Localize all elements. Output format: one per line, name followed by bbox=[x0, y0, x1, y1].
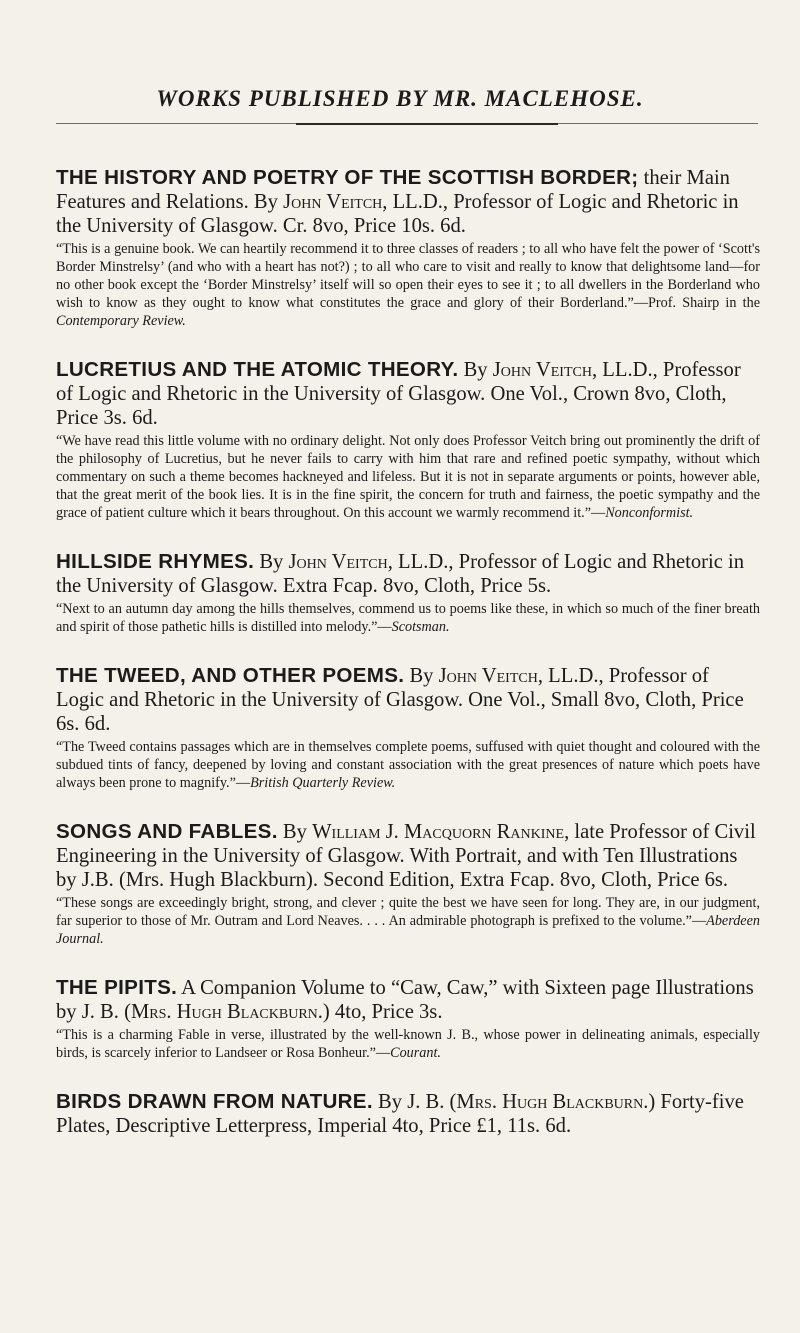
book-author: John Veitch bbox=[288, 551, 388, 573]
book-title: THE TWEED, AND OTHER POEMS. bbox=[56, 664, 405, 687]
book-description-rest: .) 4to, Price 3s. bbox=[317, 1001, 443, 1023]
book-entry-songs-and-fables bbox=[56, 820, 760, 948]
review-source: British Quarterly Review. bbox=[250, 775, 396, 791]
book-description-rest: , LL.D., Professor of Logic and Rhetoric in the University of Glasgow. Extra Fcap. 8vo, Cloth, Price 5s. bbox=[56, 551, 745, 597]
book-author: William J. Macquorn Rankine bbox=[312, 821, 565, 843]
review-source: Nonconformist. bbox=[605, 505, 694, 521]
book-entry-hillside-rhymes bbox=[56, 550, 760, 636]
book-title: SONGS AND FABLES. bbox=[56, 820, 278, 843]
book-description-rest: , LL.D., Professor of Logic and Rhetoric in the University of Glasgow. One Vol., Small 8vo, Cloth, Price 6s. 6d. bbox=[56, 665, 744, 735]
page-header: WORKS PUBLISHED BY MR. MACLEHOSE. bbox=[156, 86, 644, 111]
review-text: “These songs are exceedingly bright, strong, and clever ; quite the best we have seen for long. They are, in our judgment, far superior to those of Mr. Outram and Lord Neaves. . . . An admirable photograph is prefixed to the volume.”— bbox=[56, 895, 760, 929]
book-description: By J. B. ( bbox=[372, 1091, 457, 1113]
book-list bbox=[56, 166, 760, 1166]
book-author: John Veitch bbox=[438, 665, 538, 687]
entry-heading bbox=[56, 1090, 760, 1138]
review-source: Contemporary Review. bbox=[56, 313, 186, 329]
book-description-rest: , late Professor of Civil Engineering in the University of Glasgow. With Portrait, and with Ten Illustrations by J.B. (Mrs. Hugh Blackburn). Second Edition, Extra Fcap. 8vo, Cloth, Price 6s. bbox=[56, 821, 756, 891]
header-rule bbox=[56, 123, 758, 124]
entry-heading bbox=[56, 550, 760, 598]
entry-heading bbox=[56, 166, 760, 238]
book-author: Mrs. Hugh Blackburn bbox=[456, 1091, 644, 1113]
book-description: their Main Features and Relations. By bbox=[56, 167, 730, 213]
entry-heading bbox=[56, 976, 760, 1024]
book-description: By bbox=[254, 551, 289, 573]
review-source: Scotsman. bbox=[391, 619, 450, 635]
review-quote bbox=[56, 432, 760, 522]
book-title: LUCRETIUS AND THE ATOMIC THEORY. bbox=[56, 358, 459, 381]
review-quote bbox=[56, 738, 760, 792]
book-description-rest: , LL.D., Professor of Logic and Rhetoric in the University of Glasgow. Cr. 8vo, Price 10s. 6d. bbox=[56, 191, 739, 237]
book-title: THE HISTORY AND POETRY OF THE SCOTTISH BORDER; bbox=[56, 166, 639, 189]
entry-heading bbox=[56, 664, 760, 736]
book-description-rest: , LL.D., Professor of Logic and Rhetoric in the University of Glasgow. One Vol., Crown 8vo, Cloth, Price 3s. 6d. bbox=[56, 359, 741, 429]
review-text: “Next to an autumn day among the hills themselves, commend us to poems like these, in which so much of the finer breath and spirit of those pathetic hills is distilled into melody.”— bbox=[56, 601, 760, 635]
book-title: HILLSIDE RHYMES. bbox=[56, 550, 255, 573]
book-entry-lucretius bbox=[56, 358, 760, 522]
book-description: By bbox=[404, 665, 439, 687]
book-title: THE PIPITS. bbox=[56, 976, 178, 999]
book-description-rest: .) Forty-five Plates, Descriptive Letterpress, Imperial 4to, Price £1, 11s. 6d. bbox=[56, 1091, 744, 1137]
review-text: “The Tweed contains passages which are in themselves complete poems, suffused with quiet thought and coloured with the subdued tints of fancy, deepened by loving and constant association with the great presences of nature which poets have always been prone to magnify.”— bbox=[56, 739, 760, 791]
book-description: By bbox=[458, 359, 493, 381]
review-source: Courant. bbox=[390, 1045, 441, 1061]
review-source: Aberdeen Journal. bbox=[56, 913, 760, 947]
book-entry-birds-drawn bbox=[56, 1090, 760, 1138]
entry-heading bbox=[56, 358, 760, 430]
book-title: BIRDS DRAWN FROM NATURE. bbox=[56, 1090, 373, 1113]
review-text: “This is a genuine book. We can heartily recommend it to three classes of readers ; to all who have felt the power of ‘Scott's Border Minstrelsy’ (and who with a heart has not?) ; to all who care to visit and really to know that delightsome land—for no other book except the ‘Border Minstrelsy’ itself will so open their eyes to see it ; to all dwellers in the Borderland who wish to know as they ought to know what constitutes the grace and glory of their Borderland.”—Prof. Shairp in the bbox=[56, 241, 760, 311]
book-entry-scottish-border bbox=[56, 166, 760, 330]
review-quote bbox=[56, 240, 760, 330]
entry-heading bbox=[56, 820, 760, 892]
book-description: By bbox=[277, 821, 313, 843]
review-text: “We have read this little volume with no ordinary delight. Not only does Professor Veitch bring out prominently the drift of the philosophy of Lucretius, but he never fails to carry with him that rare and refined poetic sympathy, without which commentary on such a theme becomes hackneyed and lifeless. But it is not in separate arguments or points, however able, that the great merit of the book lies. It is in the fine spirit, the concern for truth and fairness, the poetic sympathy and the grace of patient culture which it bears throughout. On this account we warmly recommend it.”— bbox=[56, 433, 760, 521]
review-quote bbox=[56, 894, 760, 948]
book-description: A Companion Volume to “Caw, Caw,” with Sixteen page Illustrations by J. B. ( bbox=[56, 977, 754, 1023]
review-text: “This is a charming Fable in verse, illustrated by the well-known J. B., whose power in delineating animals, especially birds, is scarcely inferior to Landseer or Rosa Bonheur.”— bbox=[56, 1027, 760, 1061]
book-author: Mrs. Hugh Blackburn bbox=[130, 1001, 318, 1023]
book-author: John Veitch bbox=[492, 359, 592, 381]
review-quote bbox=[56, 600, 760, 636]
book-author: John Veitch bbox=[283, 191, 383, 213]
book-entry-tweed bbox=[56, 664, 760, 792]
book-entry-pipits bbox=[56, 976, 760, 1062]
review-quote bbox=[56, 1026, 760, 1062]
